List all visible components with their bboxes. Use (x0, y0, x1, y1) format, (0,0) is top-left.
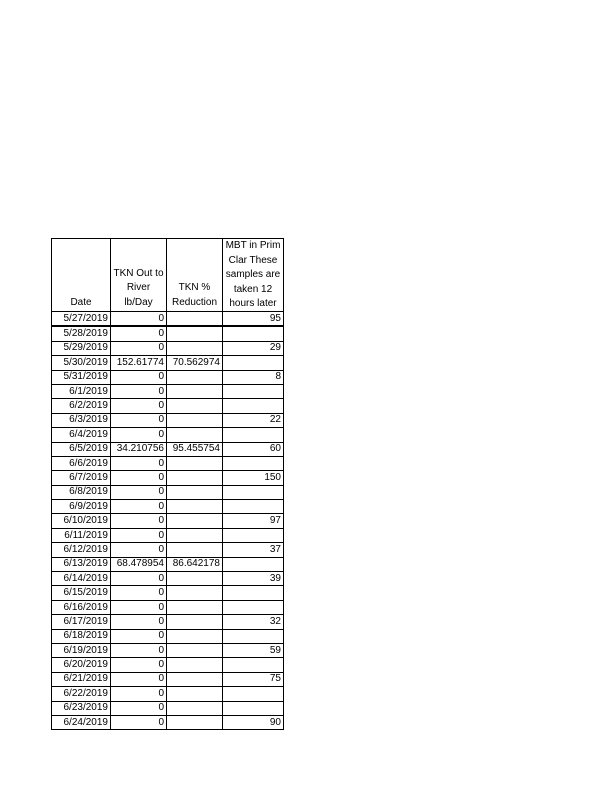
cell-mbt: 39 (223, 572, 284, 586)
table-row (52, 428, 284, 442)
cell-tkn-reduction (167, 471, 223, 485)
table-row (52, 715, 284, 729)
cell-tkn-reduction (167, 428, 223, 442)
cell-date: 6/10/2019 (52, 514, 111, 528)
data-table (51, 238, 284, 730)
cell-date: 6/21/2019 (52, 672, 111, 686)
cell-tkn-reduction (167, 643, 223, 657)
table-row (52, 442, 284, 456)
table-row (52, 514, 284, 528)
cell-tkn-out: 0 (111, 514, 167, 528)
cell-tkn-reduction (167, 370, 223, 384)
cell-tkn-out: 0 (111, 701, 167, 715)
cell-date: 6/1/2019 (52, 384, 111, 398)
cell-tkn-out: 152.61774 (111, 356, 167, 370)
cell-tkn-reduction (167, 543, 223, 557)
cell-tkn-out: 0 (111, 672, 167, 686)
header-row (52, 239, 284, 312)
cell-tkn-out: 34.210756 (111, 442, 167, 456)
table-row (52, 312, 284, 327)
cell-date: 6/16/2019 (52, 600, 111, 614)
cell-date: 6/19/2019 (52, 643, 111, 657)
cell-mbt (223, 500, 284, 514)
cell-tkn-out: 0 (111, 715, 167, 729)
table-row (52, 456, 284, 470)
cell-tkn-reduction (167, 485, 223, 499)
cell-mbt (223, 428, 284, 442)
table-row (52, 643, 284, 657)
table-row (52, 687, 284, 701)
table-row (52, 413, 284, 427)
header-tkn-reduction (167, 239, 223, 312)
table-row (52, 586, 284, 600)
cell-date: 6/2/2019 (52, 399, 111, 413)
cell-tkn-out: 0 (111, 326, 167, 341)
cell-date: 6/4/2019 (52, 428, 111, 442)
cell-date: 6/8/2019 (52, 485, 111, 499)
cell-mbt: 29 (223, 341, 284, 355)
header-mbt (223, 239, 284, 312)
cell-tkn-reduction (167, 500, 223, 514)
cell-mbt: 8 (223, 370, 284, 384)
cell-tkn-reduction (167, 413, 223, 427)
table-row (52, 615, 284, 629)
cell-date: 6/12/2019 (52, 543, 111, 557)
cell-tkn-reduction (167, 572, 223, 586)
cell-tkn-reduction (167, 715, 223, 729)
cell-tkn-out: 0 (111, 528, 167, 542)
cell-mbt (223, 600, 284, 614)
cell-tkn-reduction (167, 514, 223, 528)
cell-tkn-out: 0 (111, 384, 167, 398)
cell-tkn-out: 0 (111, 543, 167, 557)
cell-mbt: 59 (223, 643, 284, 657)
cell-tkn-out: 0 (111, 500, 167, 514)
cell-tkn-out: 0 (111, 629, 167, 643)
cell-mbt (223, 528, 284, 542)
table-row (52, 629, 284, 643)
cell-tkn-out: 0 (111, 428, 167, 442)
cell-tkn-reduction (167, 687, 223, 701)
cell-date: 6/7/2019 (52, 471, 111, 485)
cell-tkn-out: 68.478954 (111, 557, 167, 571)
cell-date: 5/27/2019 (52, 312, 111, 327)
cell-tkn-reduction (167, 629, 223, 643)
cell-tkn-out: 0 (111, 600, 167, 614)
cell-mbt (223, 399, 284, 413)
table-row (52, 500, 284, 514)
cell-tkn-out: 0 (111, 643, 167, 657)
table-row (52, 384, 284, 398)
table-row (52, 557, 284, 571)
cell-mbt: 32 (223, 615, 284, 629)
cell-mbt (223, 326, 284, 341)
cell-mbt (223, 658, 284, 672)
cell-tkn-out: 0 (111, 312, 167, 327)
cell-mbt: 90 (223, 715, 284, 729)
header-date-label: Date (70, 296, 92, 308)
cell-mbt (223, 586, 284, 600)
cell-date: 6/5/2019 (52, 442, 111, 456)
table-row (52, 543, 284, 557)
table-row (52, 701, 284, 715)
cell-tkn-reduction (167, 600, 223, 614)
header-date (52, 239, 111, 312)
cell-mbt (223, 687, 284, 701)
cell-tkn-out: 0 (111, 341, 167, 355)
cell-tkn-reduction (167, 701, 223, 715)
cell-date: 6/23/2019 (52, 701, 111, 715)
cell-mbt (223, 701, 284, 715)
table-row (52, 658, 284, 672)
cell-date: 6/14/2019 (52, 572, 111, 586)
cell-tkn-out: 0 (111, 586, 167, 600)
table-row (52, 485, 284, 499)
table-row (52, 600, 284, 614)
cell-tkn-out: 0 (111, 471, 167, 485)
cell-mbt: 150 (223, 471, 284, 485)
table-row (52, 672, 284, 686)
cell-tkn-reduction (167, 312, 223, 327)
cell-date: 6/20/2019 (52, 658, 111, 672)
table-row (52, 326, 284, 341)
cell-tkn-out: 0 (111, 572, 167, 586)
cell-tkn-reduction (167, 615, 223, 629)
header-tkn-out (111, 239, 167, 312)
cell-tkn-out: 0 (111, 456, 167, 470)
cell-tkn-out: 0 (111, 615, 167, 629)
cell-tkn-reduction (167, 528, 223, 542)
cell-tkn-reduction: 70.562974 (167, 356, 223, 370)
cell-tkn-out: 0 (111, 687, 167, 701)
cell-mbt (223, 456, 284, 470)
cell-date: 6/24/2019 (52, 715, 111, 729)
cell-mbt (223, 485, 284, 499)
cell-mbt: 97 (223, 514, 284, 528)
cell-tkn-reduction: 95.455754 (167, 442, 223, 456)
table-row (52, 528, 284, 542)
table-row (52, 370, 284, 384)
cell-date: 5/31/2019 (52, 370, 111, 384)
cell-mbt: 75 (223, 672, 284, 686)
cell-date: 5/30/2019 (52, 356, 111, 370)
cell-tkn-out: 0 (111, 658, 167, 672)
header-tkn-out-label: TKN Out to River lb/Day (113, 267, 164, 308)
cell-mbt: 60 (223, 442, 284, 456)
cell-date: 6/18/2019 (52, 629, 111, 643)
cell-date: 6/3/2019 (52, 413, 111, 427)
cell-mbt: 37 (223, 543, 284, 557)
cell-mbt: 22 (223, 413, 284, 427)
cell-date: 6/22/2019 (52, 687, 111, 701)
cell-tkn-reduction (167, 384, 223, 398)
cell-tkn-out: 0 (111, 370, 167, 384)
table-row (52, 341, 284, 355)
cell-tkn-reduction (167, 658, 223, 672)
cell-mbt (223, 629, 284, 643)
header-tkn-reduction-label: TKN % Reduction (171, 282, 218, 308)
cell-tkn-reduction (167, 586, 223, 600)
cell-tkn-reduction (167, 672, 223, 686)
cell-tkn-out: 0 (111, 413, 167, 427)
cell-date: 6/6/2019 (52, 456, 111, 470)
cell-mbt (223, 384, 284, 398)
header-mbt-label: MBT in Prim Clar These samples are taken 12 hours later (225, 240, 281, 309)
table-row (52, 471, 284, 485)
cell-tkn-reduction (167, 456, 223, 470)
cell-mbt: 95 (223, 312, 284, 327)
cell-tkn-out: 0 (111, 485, 167, 499)
cell-mbt (223, 356, 284, 370)
cell-date: 6/13/2019 (52, 557, 111, 571)
cell-date: 6/15/2019 (52, 586, 111, 600)
cell-tkn-reduction (167, 326, 223, 341)
cell-tkn-reduction (167, 399, 223, 413)
cell-date: 5/28/2019 (52, 326, 111, 341)
cell-tkn-reduction: 86.642178 (167, 557, 223, 571)
cell-tkn-out: 0 (111, 399, 167, 413)
cell-date: 6/17/2019 (52, 615, 111, 629)
table-row (52, 399, 284, 413)
cell-tkn-reduction (167, 341, 223, 355)
cell-mbt (223, 557, 284, 571)
table-header (52, 239, 284, 312)
cell-date: 5/29/2019 (52, 341, 111, 355)
table-body (52, 312, 284, 730)
table-row (52, 572, 284, 586)
table-row (52, 356, 284, 370)
cell-date: 6/9/2019 (52, 500, 111, 514)
cell-date: 6/11/2019 (52, 528, 111, 542)
